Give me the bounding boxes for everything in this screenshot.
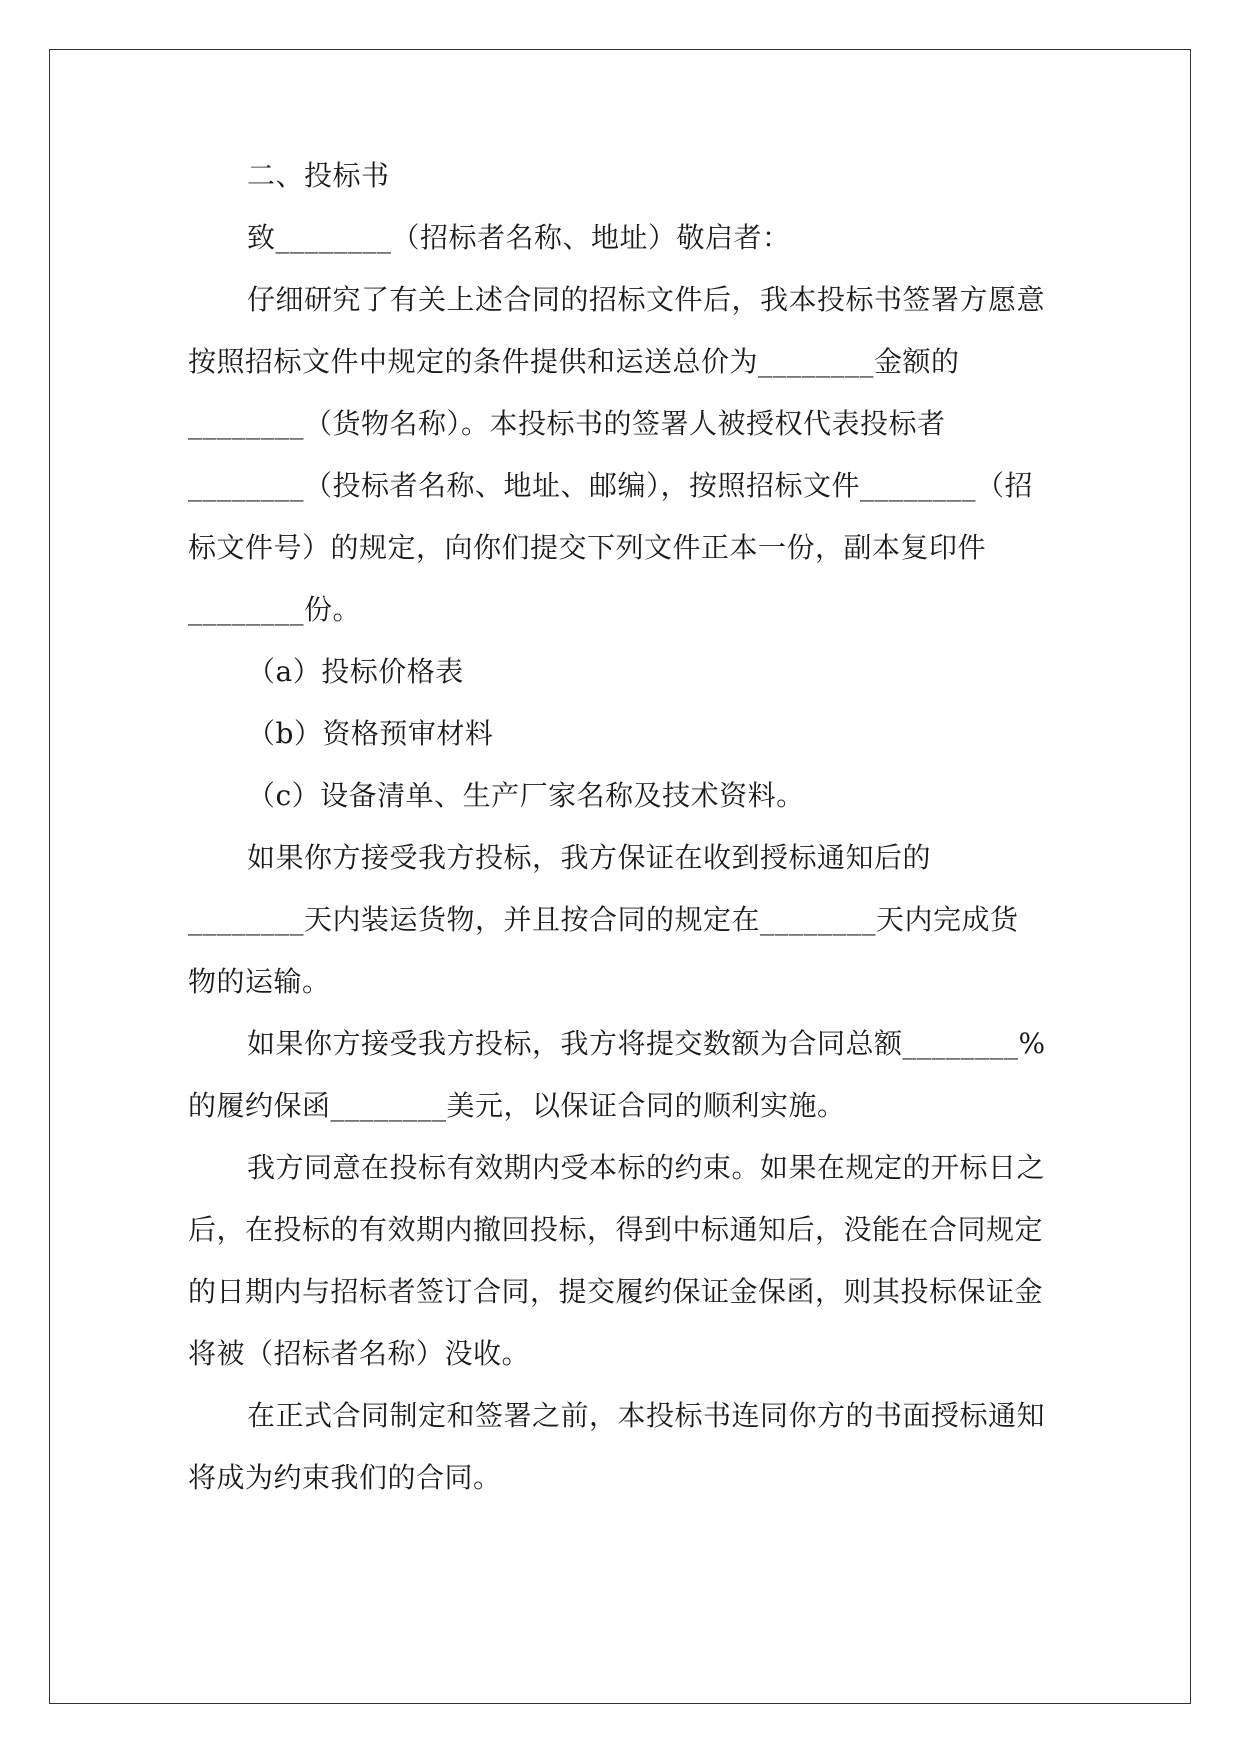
paragraph-5-line-1: 在正式合同制定和签署之前，本投标书连同你方的书面授标通知: [247, 1399, 1046, 1432]
paragraph-4-line-3: 的日期内与招标者签订合同，提交履约保证金保函，则其投标保证金: [188, 1275, 1044, 1308]
paragraph-2-line-1: 如果你方接受我方投标，我方保证在收到授标通知后的: [247, 841, 932, 874]
paragraph-1-line-3: ________（货物名称）。本投标书的签署人被授权代表投标者: [188, 407, 946, 440]
list-item-b: （b）资格预审材料: [247, 717, 494, 750]
paragraph-4-line-1: 我方同意在投标有效期内受本标的约束。如果在规定的开标日之: [247, 1151, 1046, 1184]
list-item-c: （c）设备清单、生产厂家名称及技术资料。: [247, 779, 805, 812]
paragraph-1-line-5: 标文件号）的规定，向你们提交下列文件正本一份，副本复印件: [188, 531, 987, 564]
paragraph-1-line-1: 仔细研究了有关上述合同的招标文件后，我本投标书签署方愿意: [247, 283, 1046, 316]
paragraph-5-line-2: 将成为约束我们的合同。: [188, 1461, 502, 1494]
addressee-line: 致________（招标者名称、地址）敬启者：: [247, 221, 791, 254]
paragraph-3-line-2: 的履约保函________美元，以保证合同的顺利实施。: [188, 1089, 846, 1122]
paragraph-1-line-2: 按照招标文件中规定的条件提供和运送总价为________金额的: [188, 345, 960, 378]
section-heading: 二、投标书: [247, 159, 390, 192]
list-item-a: （a）投标价格表: [247, 655, 464, 688]
paragraph-4-line-4: 将被（招标者名称）没收。: [188, 1337, 531, 1370]
paragraph-3-line-1: 如果你方接受我方投标，我方将提交数额为合同总额________%: [247, 1027, 1046, 1060]
paragraph-2-line-3: 物的运输。: [188, 965, 331, 998]
paragraph-4-line-2: 后，在投标的有效期内撤回投标，得到中标通知后，没能在合同规定: [188, 1213, 1044, 1246]
paragraph-1-line-4: ________（投标者名称、地址、邮编），按照招标文件________（招: [188, 469, 1034, 502]
paragraph-1-line-6: ________份。: [188, 593, 362, 626]
paragraph-2-line-2: ________天内装运货物，并且按合同的规定在________天内完成货: [188, 903, 1019, 936]
